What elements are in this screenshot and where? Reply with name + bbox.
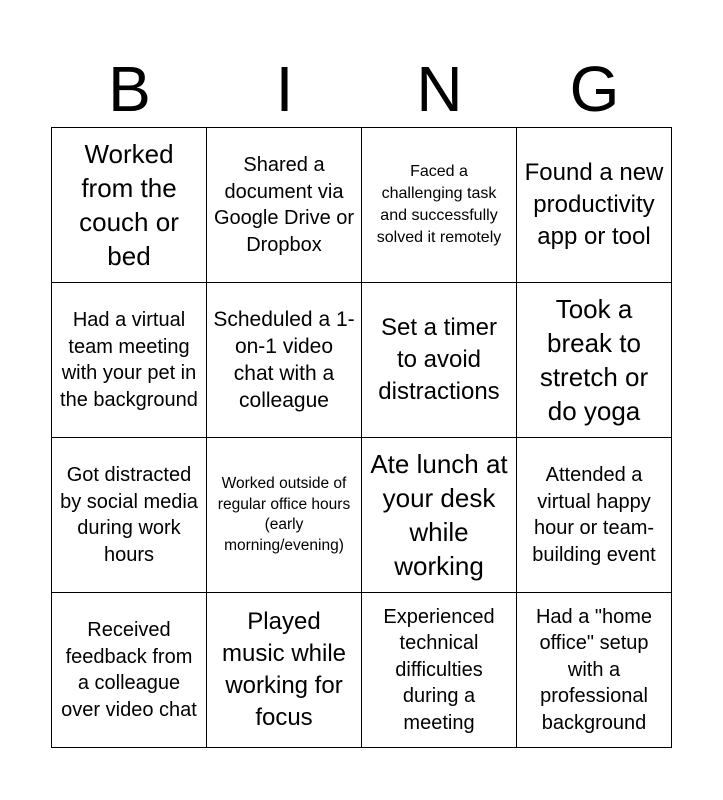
bingo-cell[interactable] <box>52 128 207 283</box>
bingo-cell[interactable] <box>207 593 362 748</box>
cell-text: Had a "home office" setup with a professional background <box>535 605 653 734</box>
bingo-cell[interactable] <box>362 593 517 748</box>
bingo-header <box>52 50 672 128</box>
cell-text: Worked outside of regular office hours (early morning/evening) <box>217 475 351 554</box>
bingo-cell[interactable] <box>207 128 362 283</box>
cell-text: Took a break to stretch or do yoga <box>539 294 649 426</box>
bingo-grid <box>51 127 672 748</box>
cell-text: Scheduled a 1-on-1 video chat with a colleague <box>213 308 355 412</box>
cell-text: Played music while working for focus <box>221 608 347 731</box>
cell-text: Worked from the couch or bed <box>79 139 179 271</box>
cell-text: Received feedback from a colleague over video chat <box>61 619 197 721</box>
bingo-cell[interactable] <box>207 283 362 438</box>
bingo-cell[interactable] <box>517 283 672 438</box>
bingo-cell[interactable] <box>362 128 517 283</box>
bingo-cell[interactable] <box>517 438 672 593</box>
header-letter-n: N <box>416 53 463 125</box>
cell-text: Faced a challenging task and successfully solved it remotely <box>376 163 502 246</box>
bingo-cell[interactable] <box>517 128 672 283</box>
header-letter-g: G <box>569 53 620 125</box>
header-letter-i: I <box>275 53 294 125</box>
header-letter-b: B <box>108 53 151 125</box>
bingo-cell[interactable] <box>517 593 672 748</box>
bingo-cell[interactable] <box>207 438 362 593</box>
bingo-cell[interactable] <box>52 438 207 593</box>
cell-text: Found a new productivity app or tool <box>524 159 664 250</box>
bingo-cell[interactable] <box>362 283 517 438</box>
cell-text: Ate lunch at your desk while working <box>370 449 508 581</box>
cell-text: Got distracted by social media during work hours <box>60 464 198 566</box>
bingo-cell[interactable] <box>362 438 517 593</box>
cell-text: Experienced technical difficulties during a meeting <box>383 605 495 734</box>
cell-text: Shared a document via Google Drive or Dropbox <box>213 154 355 256</box>
cell-text: Attended a virtual happy hour or team-building event <box>532 464 656 566</box>
cell-text: Set a timer to avoid distractions <box>378 314 500 405</box>
cell-text: Had a virtual team meeting with your pet in the background <box>60 309 198 411</box>
bingo-cell[interactable] <box>52 283 207 438</box>
bingo-cell[interactable] <box>52 593 207 748</box>
